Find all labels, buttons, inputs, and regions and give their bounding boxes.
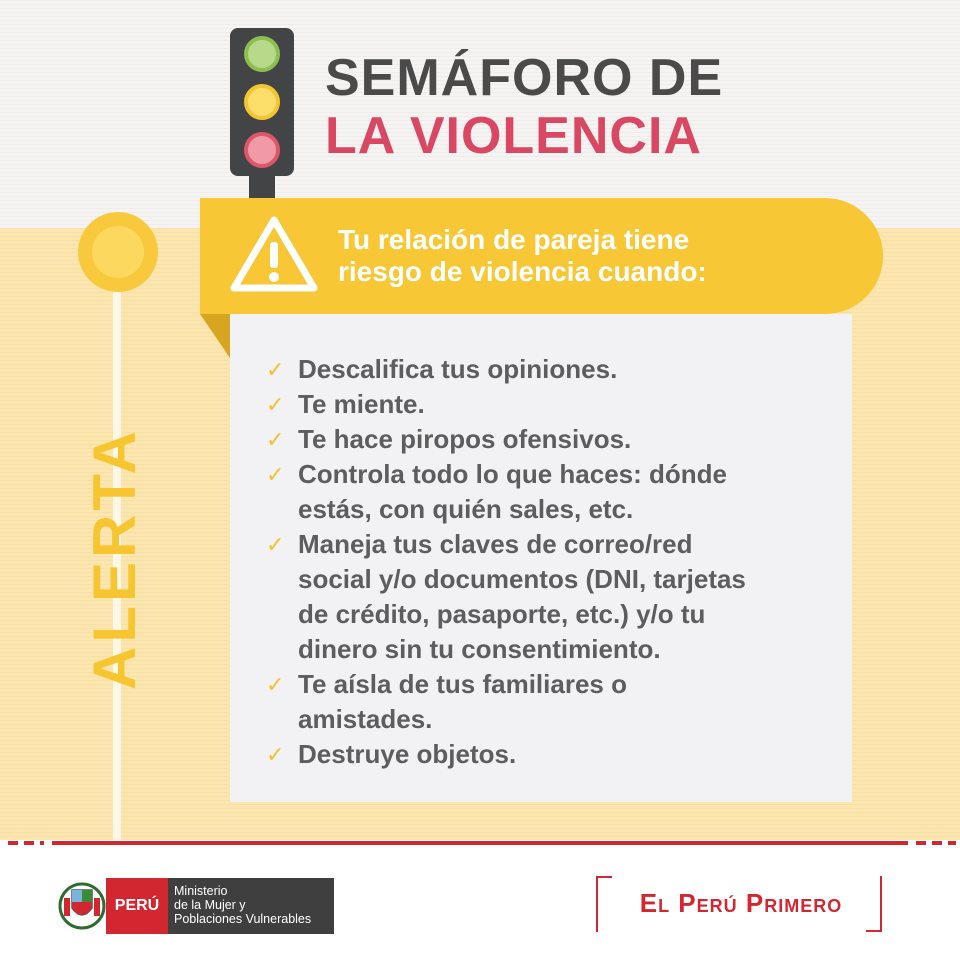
timeline-dot-icon	[78, 212, 158, 292]
green-lamp-icon	[244, 36, 280, 72]
list-item-line: Descalifica tus opiniones.	[298, 354, 618, 384]
list-item-line: Te hace piropos ofensivos.	[298, 424, 632, 454]
yellow-lamp-icon	[244, 84, 280, 120]
red-divider	[0, 838, 960, 848]
warning-icon	[228, 214, 320, 294]
traffic-light-pole	[249, 174, 275, 198]
check-icon: ✓	[266, 392, 285, 417]
coat-of-arms-icon	[58, 878, 106, 930]
check-icon: ✓	[266, 357, 285, 382]
list-item-line: Maneja tus claves de correo/red	[298, 529, 693, 559]
red-lamp-icon	[244, 132, 280, 168]
list-item-line: Destruye objetos.	[298, 739, 517, 769]
banner-line-1: Tu relación de pareja tiene	[338, 224, 690, 255]
ministry-line-1: Ministerio	[174, 884, 228, 898]
list-item-line: Te aísla de tus familiares o	[298, 669, 627, 699]
list-item-line: dinero sin tu consentimiento.	[298, 634, 661, 664]
banner-fold	[200, 314, 230, 358]
list-item-line: Te miente.	[298, 389, 425, 419]
risk-list	[266, 352, 826, 772]
risk-list-card	[230, 314, 852, 802]
peru-logo: PERÚ	[106, 878, 168, 934]
list-item-line: amistades.	[298, 704, 433, 734]
check-icon: ✓	[266, 672, 285, 697]
title-line-2: LA VIOLENCIA	[325, 107, 702, 165]
check-icon: ✓	[266, 427, 285, 452]
slogan-frame	[596, 876, 882, 932]
traffic-light-icon	[230, 28, 294, 176]
list-item	[266, 527, 826, 667]
list-item	[266, 667, 826, 737]
check-icon: ✓	[266, 532, 285, 557]
alert-side-label: ALERTA	[81, 427, 148, 690]
list-item	[266, 422, 826, 457]
ministry-line-2: de la Mujer y	[174, 898, 246, 912]
list-item	[266, 352, 826, 387]
ministry-line-3: Poblaciones Vulnerables	[174, 912, 312, 926]
list-item-line: Controla todo lo que haces: dónde	[298, 459, 727, 489]
ministry-logo	[168, 878, 334, 934]
banner-text	[338, 224, 838, 288]
list-item-line: estás, con quién sales, etc.	[298, 494, 634, 524]
banner-line-2: riesgo de violencia cuando:	[338, 256, 707, 287]
list-item	[266, 737, 826, 772]
title-line-1: SEMÁFORO DE	[325, 49, 724, 107]
list-item	[266, 457, 826, 527]
slogan-text: El Perú Primero	[639, 888, 843, 918]
check-icon: ✓	[266, 742, 285, 767]
list-item	[266, 387, 826, 422]
list-item-line: social y/o documentos (DNI, tarjetas	[298, 564, 746, 594]
list-item-line: de crédito, pasaporte, etc.) y/o tu	[298, 599, 706, 629]
check-icon: ✓	[266, 462, 285, 487]
